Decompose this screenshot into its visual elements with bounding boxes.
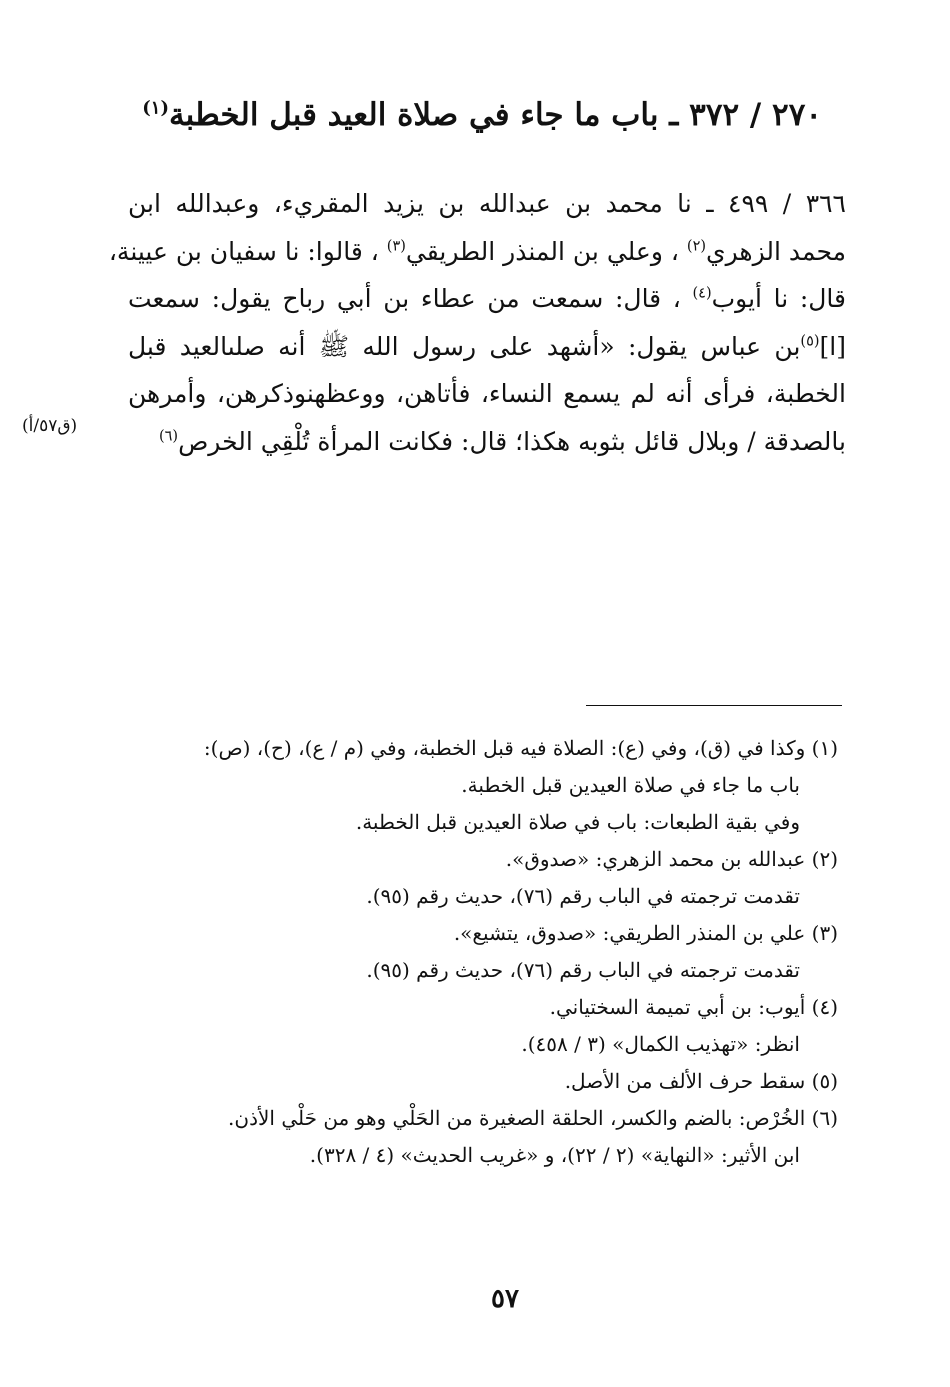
footnote-line: (٢) عبدالله بن محمد الزهري: «صدوق». xyxy=(505,847,838,871)
footnote-line: ابن الأثير: «النهاية» (٢ / ٢٢)، و «غريب الحديث» (٤ / ٣٢٨). xyxy=(309,1143,800,1167)
body-line-1-text: ٣٦٦ / ٤٩٩ ـ نا محمد بن عبدالله بن يزيد المقريء، وعبدالله ابن xyxy=(128,189,846,218)
footnote-line: تقدمت ترجمته في الباب رقم (٧٦)، حديث رقم (٩٥). xyxy=(366,958,800,982)
body-line-4-text-a: [ا] xyxy=(819,331,846,361)
footnote-line: (٣) علي بن المنذر الطريقي: «صدوق، يتشيع». xyxy=(453,921,838,945)
body-line-3-text-b: ، قال: سمعت من عطاء بن أبي رباح يقول: سمعت xyxy=(128,284,693,313)
manuscript-folio-note: (ق٥٧/أ) xyxy=(22,416,78,436)
body-line-4 xyxy=(128,323,846,371)
chapter-title xyxy=(128,92,822,138)
footnote-line: (٤) أيوب: بن أبي تميمة السختياني. xyxy=(549,995,838,1019)
footnote-line: (٥) سقط حرف الألف من الأصل. xyxy=(564,1069,838,1093)
page-number: ٥٧ xyxy=(491,1284,519,1314)
body-line-2-text-c: ، قالوا: نا سفيان بن عيينة، xyxy=(108,236,387,266)
footnote-ref-5: (٥) xyxy=(800,333,820,350)
body-line-3-text-a: قال: نا أيوب xyxy=(711,284,846,313)
footnotes xyxy=(118,730,838,1174)
body-line-5-text: الخطبة، فرأى أنه لم يسمع النساء، فأتاهن، ووعظهنوذكرهن، وأمرهن xyxy=(128,379,846,408)
body-line-6 xyxy=(128,418,846,466)
body-line-6-text: بالصدقة / وبلال قائل بثوبه هكذا؛ قال: فكانت المرأة تُلْقِي الخرص xyxy=(178,426,846,456)
body-line-4-text-b: بن عباس يقول: «أشهد على رسول الله ﷺ أنه صلىالعيد قبل xyxy=(128,331,801,361)
footnote-line: تقدمت ترجمته في الباب رقم (٧٦)، حديث رقم (٩٥). xyxy=(366,884,800,908)
footnote-ref-4: (٤) xyxy=(692,285,712,302)
chapter-title-text: ٢٧٠ / ٣٧٢ ـ باب ما جاء في صلاة العيد قبل الخطبة xyxy=(168,97,822,133)
footnote-line: انظر: «تهذيب الكمال» (٣ / ٤٥٨). xyxy=(521,1032,800,1056)
body-line-2-text-a: محمد الزهري xyxy=(706,236,846,266)
footnote-line: باب ما جاء في صلاة العيدين قبل الخطبة. xyxy=(461,773,800,797)
footnote-line: وفي بقية الطبعات: باب في صلاة العيدين قبل الخطبة. xyxy=(355,810,800,834)
footnote-ref-2: (٢) xyxy=(686,238,707,255)
footnote-line: (٦) الخُرْص: بالضم والكسر، الحلقة الصغيرة من الحَلْي وهو من حَلْي الأذن. xyxy=(228,1106,838,1130)
footnote-line: (١) وكذا في (ق)، وفي (ع): الصلاة فيه قبل الخطبة، وفي (م / ع)، (ح)، (ص): xyxy=(203,736,838,760)
body-line-1 xyxy=(128,180,846,228)
footnote-separator xyxy=(586,705,842,706)
footnote-ref-3: (٣) xyxy=(386,238,406,255)
hadith-text xyxy=(108,180,846,465)
footnote-ref-6: (٦) xyxy=(158,428,179,445)
body-line-3 xyxy=(128,275,846,323)
chapter-title-footnote-ref: (١) xyxy=(142,97,169,119)
body-line-2-text-b: ، وعلي بن المنذر الطريقي xyxy=(405,236,687,266)
body-line-5 xyxy=(128,370,846,418)
body-line-2 xyxy=(108,228,846,276)
